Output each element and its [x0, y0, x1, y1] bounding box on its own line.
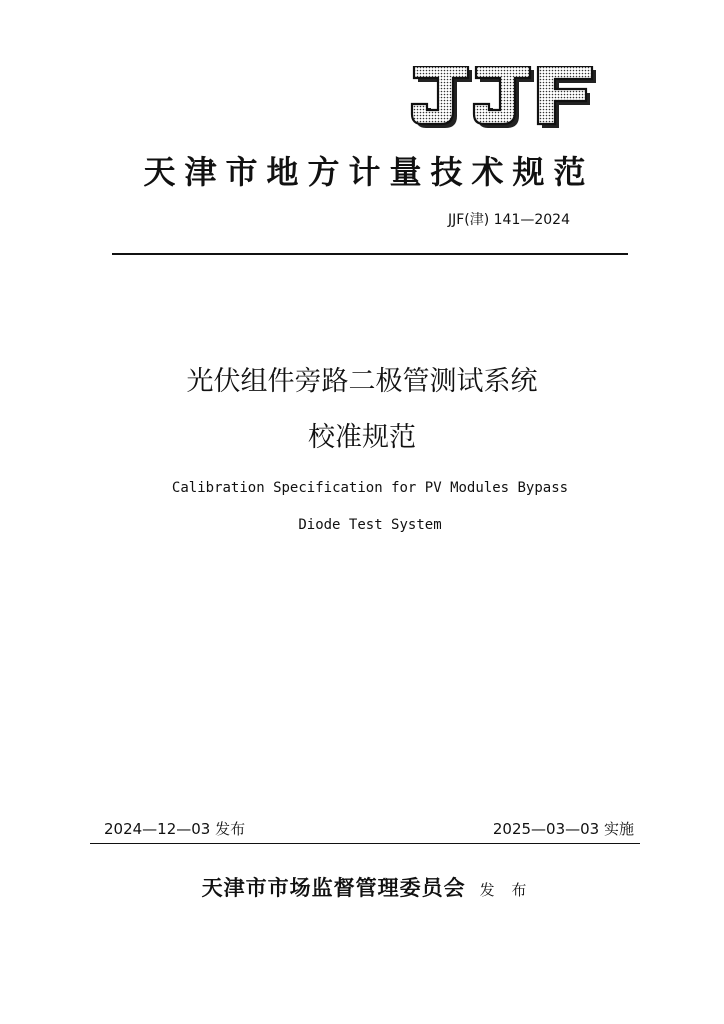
chinese-title-line-2: 校准规范 — [308, 422, 416, 453]
english-title-line-2: Diode Test System — [298, 517, 442, 533]
chinese-title-line-1: 光伏组件旁路二极管测试系统 — [186, 366, 538, 397]
implementation-date: 2025—03—03 实施 — [492, 820, 634, 838]
document-number: JJF(津) 141—2024 — [447, 212, 570, 228]
jjf-logo — [410, 66, 600, 130]
header-divider — [112, 253, 628, 255]
issuing-authority: 天津市市场监督管理委员会 — [201, 875, 466, 900]
issue-date: 2024—12—03 发布 — [104, 820, 246, 838]
issuer-row — [0, 872, 724, 906]
issue-label: 发 布 — [479, 881, 533, 899]
english-title-line-1: Calibration Specification for PV Modules Bypass — [171, 480, 569, 496]
footer-divider — [90, 843, 640, 844]
series-title: 天津市地方计量技术规范 — [143, 153, 595, 191]
